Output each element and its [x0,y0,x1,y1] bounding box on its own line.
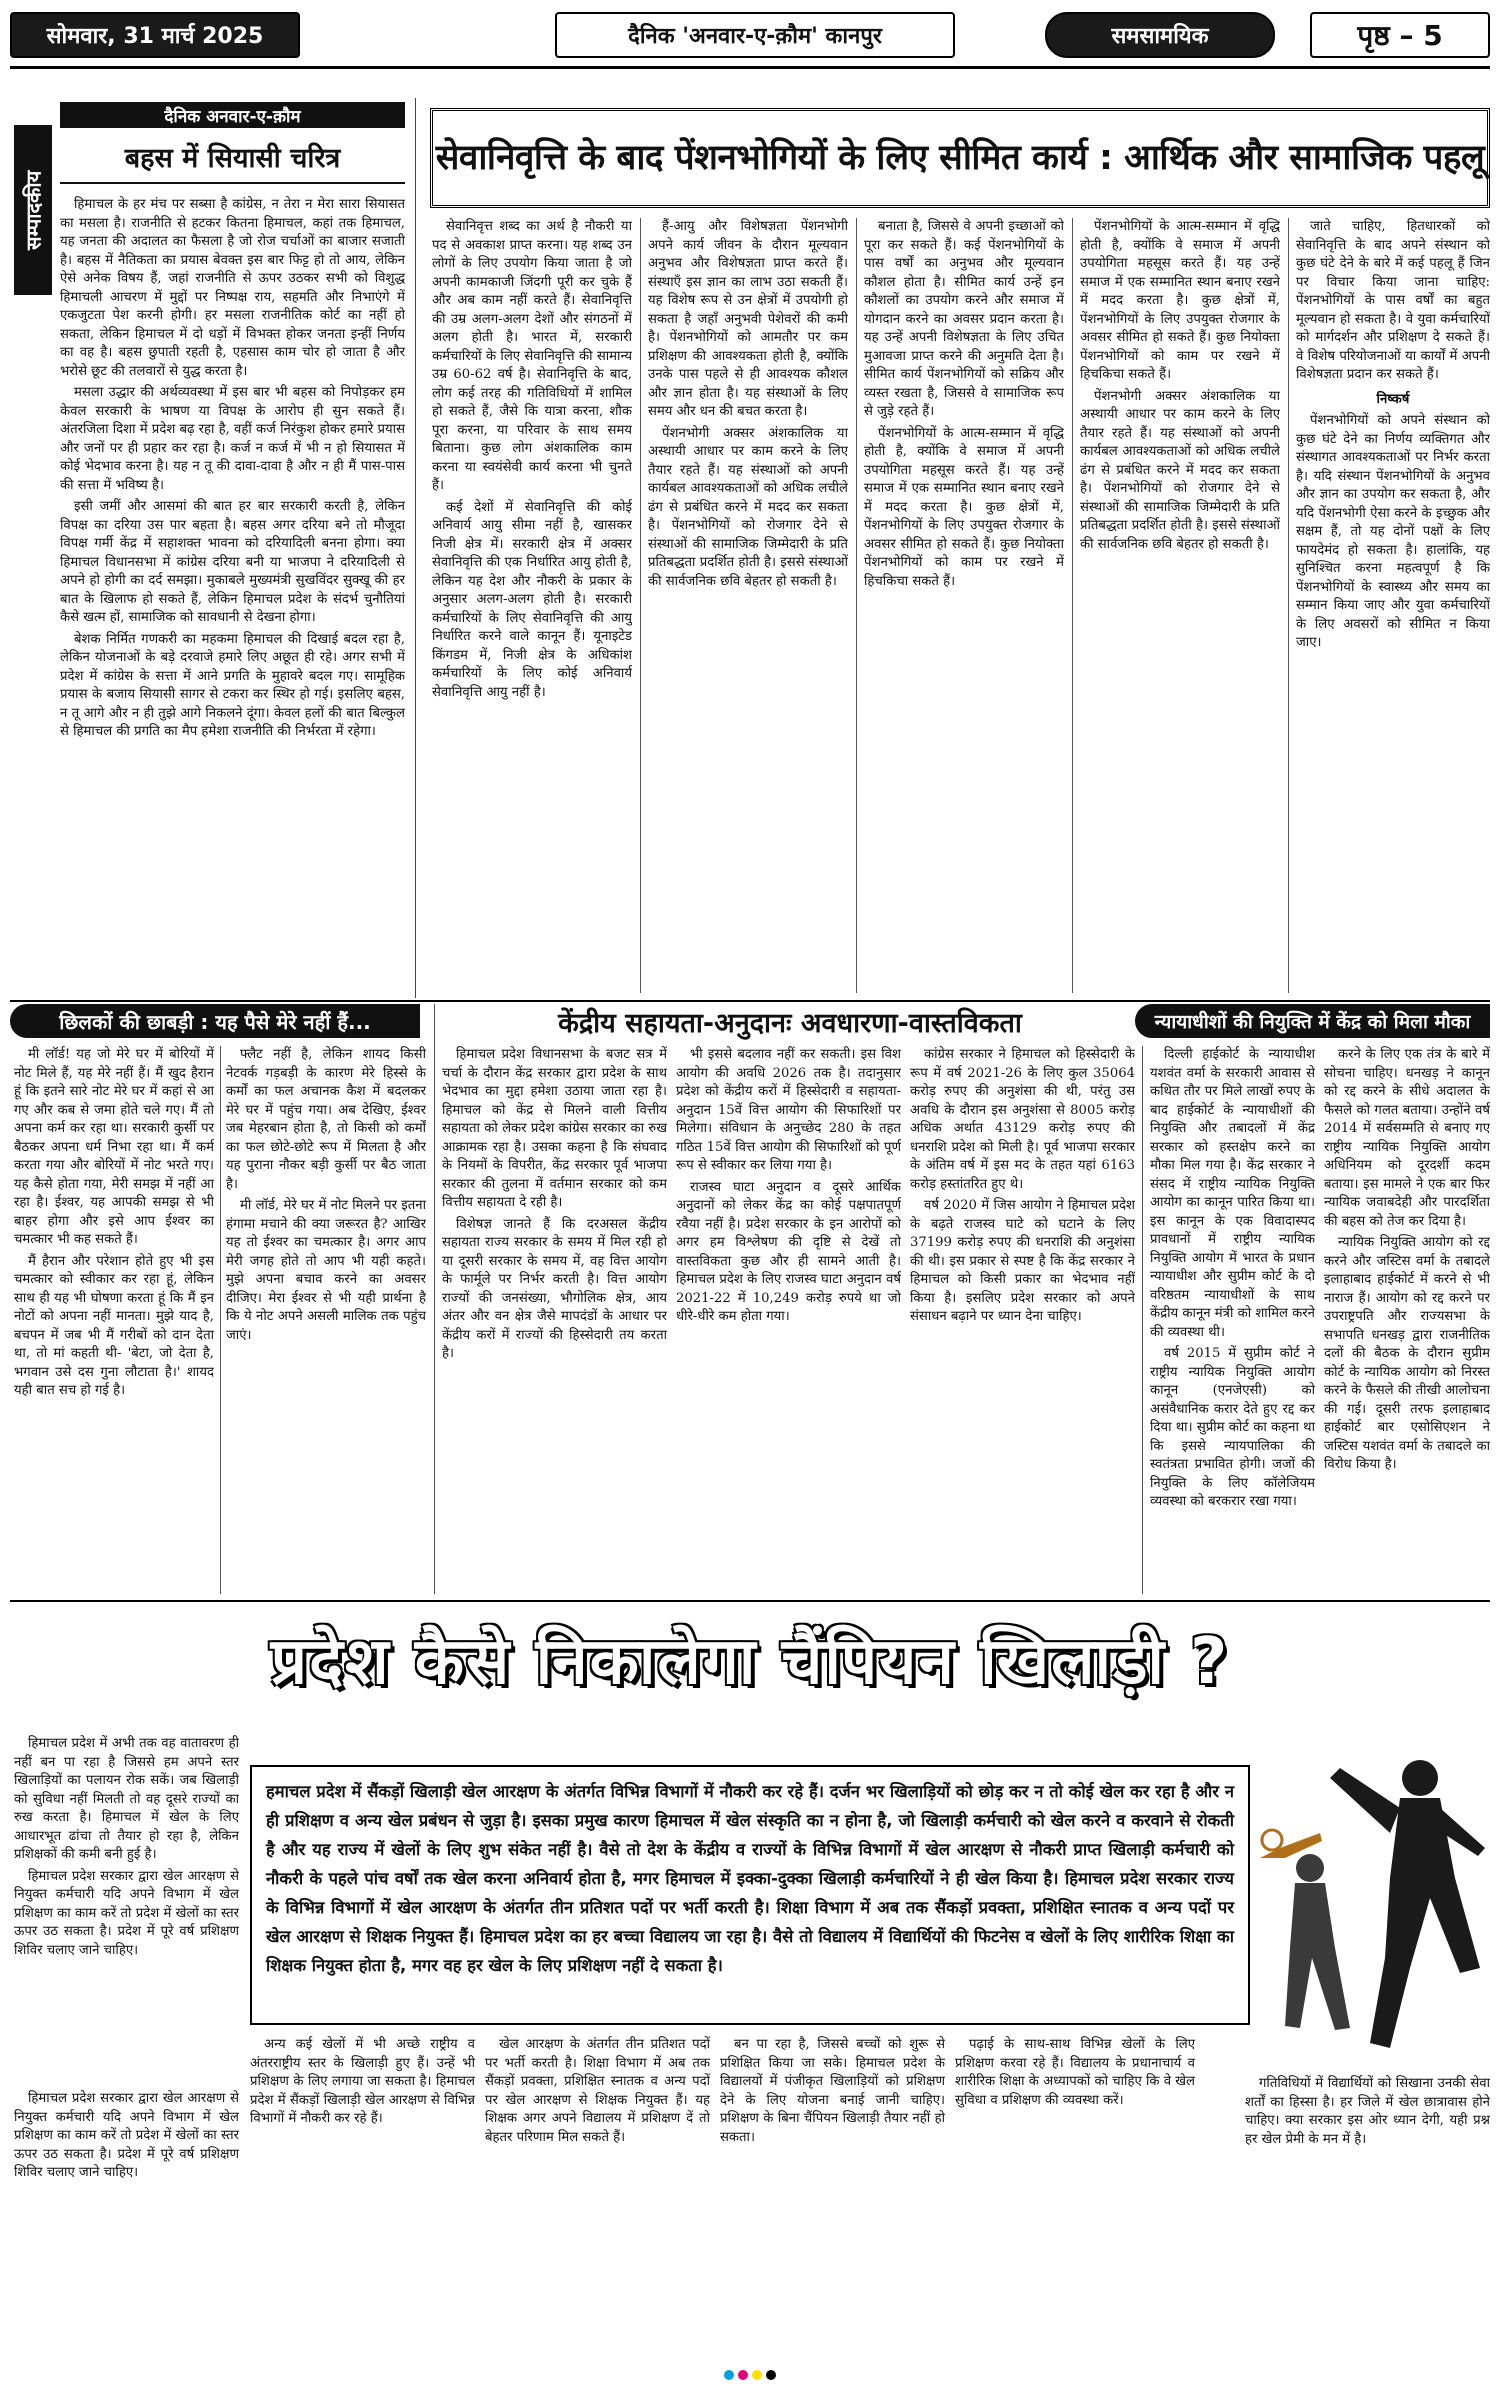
lead-paragraph: हैं-आयु और विशेषज्ञता पेंशनभोगी अपने कार्य जीवन के दौरान मूल्यवान अनुभव और विशेषज्ञता प्राप्त करते हैं। संस्थाएँ इस ज्ञान का लाभ उठा सकती हैं। यह विशेष रूप से उन क्षेत्रों में उपयोगी हो सकता है जहाँ अनुभवी पेशेवरों की कमी है। पेंशनभोगियों को आमतौर पर कम प्रशिक्षण की आवश्यकता होती है, क्योंकि उनके पास पहले से ही आवश्यक कौशल और ज्ञान होता है। यह संस्थाओं के लिए समय और धन की बचत करता है। [648,219,848,419]
judge-column-1 [1150,1046,1315,1594]
column-rule [640,218,641,993]
lead-paragraph: पेंशनभोगियों के आत्म-सम्मान में वृद्धि होती है, क्योंकि वे समाज में अपनी उपयोगिता महसूस करते हैं। यह उन्हें समाज में एक सम्मानित स्थान बनाए रखने में मदद करता है। कुछ क्षेत्रों में, पेंशनभोगियों के लिए उपयुक्त रोजगार के अवसर सीमित हो सकते हैं। कुछ नियोक्ता पेंशनभोगियों को काम पर रखने में हिचकिचा सकते हैं। [1080,219,1280,382]
judge-paragraph: वर्ष 2015 में सुप्रीम कोर्ट ने राष्ट्रीय न्यायिक नियुक्ति आयोग कानून (एनजेएसी) को असंवैधानिक करार देते हुए रद्द कर दिया था। सुप्रीम कोर्ट का कहना था कि इससे न्यायपालिका की स्वतंत्रता प्रभावित होगी। जजों की नियुक्ति के लिए कॉलेजियम व्यवस्था को बरकरार रखा गया। [1150,1346,1315,1509]
grant-paragraph: वर्ष 2020 में जिस आयोग ने हिमाचल प्रदेश के बढ़ते राजस्व घाटे को घटाने के लिए 37199 करोड़ रुपए की धनराशि की अनुशंसा की थी। इस प्रकार से स्पष्ट है कि केंद्र सरकार ने हिमाचल को किसी प्रकार का भेदभाव नहीं किया है। इसलिए प्रदेश सरकार को अपने संसाधन बढ़ाने पर ध्यान देना चाहिए। [910,1198,1135,1324]
satire-kicker: छिलकों की छाबड़ी : यह पैसे मेरे नहीं हैं... [10,1004,420,1038]
judge-column-2 [1324,1046,1490,1594]
header-rule [10,66,1490,69]
page-number: पृष्ठ – 5 [1310,12,1490,58]
sports-intro-column [14,1735,239,2080]
paper-name: दैनिक 'अनवार-ए-क़ौम' कानपुर [555,12,955,58]
grant-column-3 [910,1046,1135,1594]
lead-paragraph: बनाता है, जिससे वे अपनी इच्छाओं को पूरा कर सकते हैं। कई पेंशनभोगियों के पास वर्षों का अनुभव और मूल्यवान कौशल होता है। सीमित कार्य उन्हें इन कौशलों का उपयोग करने और समाज में योगदान करने का अवसर प्रदान करता है। यह उन्हें अपनी विशेषज्ञता के लिए उचित मुआवजा प्राप्त करने की अनुमति देता है। सीमित कार्य पेंशनभोगियों को सक्रिय और व्यस्त रखता है, जिससे वे सामाजिक रूप से जुड़े रहते हैं। [864,219,1064,419]
lead-column-5 [1296,218,1490,993]
grant-paragraph: कांग्रेस सरकार ने हिमाचल को हिस्सेदारी के रूप में वर्ष 2021-26 के लिए कुल 35064 करोड़ रुपए की अनुशंसा की थी, परंतु उस अवधि के दौरान इस अनुशंसा से 8005 करोड़ अधिक अर्थात 43129 करोड़ रुपए की धनराशि प्रदेश को मिली है। पूर्व भाजपा सरकार के अंतिम वर्ष में इस मद के तहत यहां 6163 करोड़ हस्तांतरित हुए थे। [910,1047,1135,1192]
yellow-dot [752,2370,762,2380]
lead-column-4 [1080,218,1280,993]
lead-column-3 [864,218,1064,993]
sports-column-5 [955,2036,1195,2362]
satire-paragraph: मी लॉर्ड, मेरे घर में नोट मिलने पर इतना हंगामा मचाने की क्या जरूरत है? आखिर यह तो ईश्वर का चमत्कार है। अगर आप मेरी जगह होते तो आप भी यही कहते। मुझे अपना बचाव करने का अवसर दीजिए। मेरा ईश्वर से भी यही प्रार्थना है कि ये नोट अपने असली मालिक तक पहुंच जाएं। [226,1198,426,1343]
lead-column-1 [432,218,632,993]
editorial-paragraph: मसला उद्धार की अर्थव्यवस्था में इस बार भी बहस को निपोड़कर हम केवल सरकारी के भाषण या विपक्ष के आरोप ही सुन सकते हैं। अंतरजिला दिशा में प्रदेश बढ़ रहा है, वहीं कर्ज निरंकुश होकर हमारे प्रयास और जनों पर ही प्रहार कर रहा है। कर्ज न कर्ज में भी न हो सियासत में कोई भेदभाव करना है। यह न तू की दावा-दावा है और न ही मैं पास-पास की सत्ता में भविष्य है। [60,385,405,493]
sports-paragraph: हिमाचल प्रदेश में अभी तक वह वातावरण ही नहीं बन पा रहा है जिससे हम अपने स्तर खिलाड़ियों का पलायन रोक सकें। जब खिलाड़ी को सुविधा नहीं मिलती तो वह दूसरे राज्यों का रुख करता है। हिमाचल में खेल के लिए आधारभूत ढांचा तो तैयार हो रहा है, लेकिन प्रशिक्षकों की कमी बनी हुई है। [14,1736,239,1862]
column-rule [856,218,857,993]
grant-column-1 [442,1046,667,1594]
lead-paragraph: सेवानिवृत्त शब्द का अर्थ है नौकरी या पद से अवकाश प्राप्त करना। यह शब्द उन लोगों के लिए उपयोग किया जाता है जो अपनी कामकाजी जिंदगी पूरी कर चुके हैं और अब काम नहीं करते हैं। सेवानिवृत्ति की उम्र अलग-अलग देशों और संगठनों में अलग होती है। भारत में, सरकारी कर्मचारियों के लिए सेवानिवृत्ति की सामान्य उम्र 60-62 वर्ष है। सेवानिवृत्ति के बाद, लोग कई तरह की गतिविधियों में शामिल हो सकते हैं, जैसे कि यात्रा करना, शौक पूरा करना, या परिवार के साथ समय बिताना। कुछ लोग अंशकालिक काम करना या स्वयंसेवी कार्य करना भी चुनते हैं। [432,219,632,493]
editorial-paragraph: बेशक निर्मित गणकरी का महकमा हिमाचल की दिखाई बदल रहा है, लेकिन योजनाओं के बड़े दरवाजे हमारे लिए अछूत ही रहे। अगर सभी में प्रदेश में कांग्रेस के सत्ता में आने प्रगति के मुहावरे बदल गए। सामूहिक प्रयास के बजाय सियासी सागर से टकरा कर स्थिर हो गई। इसलिए बहस, न तू आगे और न ही तुझे आगे निकलने दूंगा। केवल हलों की बात बिल्कुल से हिमाचल की प्रगति का मैप हमेशा राजनीति की निर्भरता में रहेगा। [60,631,405,739]
editorial-paragraph: हिमाचल के हर मंच पर सब्सा है कांग्रेस, न तेरा न मेरा सारा सियासत का मसला है। राजनीति से हटकर कितना हिमाचल, कहां तक हिमाचल, यह जनता की अदालत का फैसला है जो रोज चर्चाओं का बाजार सजाती है। बहस में नैतिकता का प्रयास बेवक्त इस बार फिट्ट हो तो आय, लेकिन ऐसे अनेक विषय हैं, जहां राजनीति से ऊपर उठकर सभी को विशुद्ध हिमाचली आचरण में मुद्दों पर निष्पक्ष राय, सहमति और निभाएंगे में एकजुटता पेश करनी होगी। हर मसला राजनीतिक कोर्ट का नहीं हो सकता, लेकिन हिमाचल में दो धड़ों में विभक्त होकर जनता इन्हीं निर्णय का वह है। बहस छुपाती रहती है, एहसास काम चोर हो जाता है और भरोसे छूट की तलवारों से युद्ध करता है। [60,197,405,379]
editorial-paragraph: इसी जमीं और आसमां की बात हर बार सरकारी करती है, लेकिन विपक्ष का दरिया उस पार बहता है। बहस अगर दरिया बने तो मौजूदा विपक्ष गर्मी केंद्र में सहाशक्त भावना को दरियादिली बनना होगा। क्या हिमाचल विधानसभा में कांग्रेस दरिया बनी या भाजपा ने दरियादिली से अपने हो होगी का दर्द समझा। मुकाबले मुख्यमंत्री सुखविंदर सुक्खू की हर बात के खिलाफ हो सकते हैं, लेकिन हिमाचल प्रदेश के संदर्भ चुनौतियां कैसे खत्म हों, सामाजिक को सावधानी से देखना होगा। [60,499,405,625]
column-rule [434,1004,435,1594]
magenta-dot [738,2370,748,2380]
lead-paragraph: पेंशनभोगियों के आत्म-सम्मान में वृद्धि होती है, क्योंकि वे समाज में अपनी उपयोगिता महसूस करते हैं। यह उन्हें समाज में एक सम्मानित स्थान बनाए रखने में मदद करता है। कुछ क्षेत्रों में, पेंशनभोगियों के लिए उपयुक्त रोजगार के अवसर सीमित हो सकते हैं। कुछ नियोक्ता पेंशनभोगियों को काम पर रखने में हिचकिचा सकते हैं। [864,425,1064,589]
sports-paragraph: गतिविधियों में विद्यार्थियों को सिखाना उनकी सेवा शर्तों का हिस्सा है। हर जिले में खेल छात्रावास होने चाहिए। क्या सरकार इस ओर ध्यान देगी, यही प्रश्न हर खेल प्रेमी के मन में है। [1245,2076,1490,2147]
judge-paragraph: दिल्ली हाईकोर्ट के न्यायाधीश यशवंत वर्मा के सरकारी आवास से कथित तौर पर मिले लाखों रुपए के बाद हाईकोर्ट के न्यायाधीशों की नियुक्ति और तबादलों में केंद्र सरकार को हस्तक्षेप करने का मौका मिल गया है। केंद्र सरकार ने संसद में राष्ट्रीय न्यायिक नियुक्ति आयोग का कानून पारित किया था। इस कानून के एक विवादास्पद प्रावधानों में राष्ट्रीय न्यायिक नियुक्ति आयोग में भारत के प्रधान न्यायाधीश और सुप्रीम कोर्ट के दो वरिष्ठतम न्यायाधीशों के साथ केंद्रीय कानून मंत्री को शामिल करने की व्यवस्था थी। [1150,1047,1315,1340]
sports-paragraph: पढ़ाई के साथ-साथ विभिन्न खेलों के लिए प्रशिक्षण करवा रहे हैं। विद्यालय के प्रधानाचार्य व शारीरिक शिक्षा के अध्यापकों को चाहिए कि वे खेल सुविधा व प्रशिक्षण की व्यवस्था करें। [955,2037,1195,2108]
sports-column-3 [485,2036,710,2362]
editorial-body [60,196,405,996]
sports-column-6 [1245,2075,1490,2362]
satire-paragraph: मैं हैरान और परेशान होते हुए भी इस चमत्कार को स्वीकार कर रहा हूं, लेकिन साथ ही यह भी घोषणा करता हूं कि मैं इन नोटों को अपना नहीं मानता। मुझे याद है, बचपन में जब भी मैं गरीबों को दान देता था, तो मां कहती थी- 'बेटा, जो देता है, भगवान उसे दस गुना लौटाता है।' शायद यही बात सच हो गई है। [14,1253,214,1398]
satire-paragraph: फ्लैट नहीं है, लेकिन शायद किसी नेटवर्क गड़बड़ी के कारण मेरे हिस्से के कर्मों का फल अचानक कैश में बदलकर मेरे घर में पहुंच गया। अब देखिए, ईश्वर जब मेहरबान होता है, तो किसी को कर्मों का फल छोटे-छोटे रूप में मिलता है और यह पुराना नौकर बड़ी कुर्सी पर बैठ जाता है। [226,1047,426,1192]
lead-paragraph: जाते चाहिए, हितधारकों को सेवानिवृत्ति के बाद अपने संस्थान को कुछ घंटे देने के बारे में कई पहलू हैं जिन पर विचार किया जाना चाहिए: पेंशनभोगियों के पास वर्षों का बहुत मूल्यवान हो सकता है। वे युवा कर्मचारियों को मार्गदर्शन और प्रशिक्षण दे सकते हैं। वे विशेष परियोजनाओं या कार्यों में अपनी विशेषज्ञता प्रदान कर सकते हैं। [1296,219,1490,382]
section-name: समसामयिक [1045,12,1275,58]
grant-column-2 [676,1046,901,1594]
athlete-silhouettes-illustration [1250,1738,1490,2068]
sports-paragraph: बन पा रहा है, जिससे बच्चों को शुरू से प्रशिक्षित किया जा सके। हिमाचल प्रदेश के विद्यालयों में पंजीकृत खिलाड़ियों को प्रशिक्षण देने के लिए योजना बनाई जानी चाहिए। प्रशिक्षण के बिना चैंपियन खिलाड़ी तैयार नहीं हो सकता। [720,2037,945,2145]
judge-paragraph: न्यायिक नियुक्ति आयोग को रद्द करने और जस्टिस वर्मा के तबादले इलाहाबाद हाईकोर्ट में करने से भी नाराज हैं। आयोग को रद्द करने पर उपराष्ट्रपति और राज्यसभा के सभापति धनखड़ द्वारा राजनीतिक दलों की बैठक के दौरान सुप्रीम कोर्ट के न्यायिक आयोग को निरस्त करने के फैसले की तीखी आलोचना की गई। दूसरी तरफ इलाहाबाद हाईकोर्ट बार एसोसिएशन ने जस्टिस यशवंत वर्मा के तबादले का विरोध किया है। [1324,1235,1490,1472]
editorial-title: बहस में सियासी चरित्र [60,136,405,184]
lead-paragraph: पेंशनभोगी अक्सर अंशकालिक या अस्थायी आधार पर काम करने के लिए तैयार रहते हैं। यह संस्थाओं को अपनी कार्यबल आवश्यकताओं को अधिक लचीले ढंग से प्रबंधित करने में मदद कर सकता है। पेंशनभोगियों को रोजगार देने से संस्थाओं की सामाजिक जिम्मेदारी के प्रति प्रतिबद्धता प्रदर्शित होती है। इससे संस्थाओं की सार्वजनिक छवि बेहतर हो सकती है। [648,425,848,589]
grant-paragraph: भी इससे बदलाव नहीं कर सकती। इस विश आयोग की अवधि 2026 तक है। तदानुसार प्रदेश को केंद्रीय करों में हिस्सेदारी व सहायता-अनुदान 15वें वित्त आयोग की सिफारिशों पर मिलेगा। संविधान के अनुच्छेद 280 के तहत गठित 15वें वित्त आयोग की सिफारिशों को पूर्ण रूप से स्वीकार कर लिया गया है। [676,1047,901,1173]
column-rule [1072,218,1073,993]
issue-date: सोमवार, 31 मार्च 2025 [10,12,300,58]
masthead [10,12,1490,62]
sports-paragraph: खेल आरक्षण के अंतर्गत तीन प्रतिशत पदों पर भर्ती करती है। शिक्षा विभाग में अब तक सैंकड़ों प्रवक्ता, प्रशिक्षित स्नातक व अन्य पदों पर खेल आरक्षण से शिक्षक नियुक्त हैं। यह शिक्षक अगर अपने विद्यालय में प्रशिक्षण दें तो बेहतर परिणाम मिल सकते हैं। [485,2037,710,2145]
lead-column-2 [648,218,848,993]
grant-kicker: केंद्रीय सहायता-अनुदानः अवधारणा-वास्तविकता [558,1007,1022,1039]
grant-paragraph: विशेषज्ञ जानते हैं कि दरअसल केंद्रीय सहायता राज्य सरकार के समय में मिल रही हो या दूसरी सरकार के समय में, वह वित्त आयोग के फार्मूले पर निर्भर करती है। वित्त आयोग राज्यों की जनसंख्या, भौगोलिक क्षेत्र, आय अंतर और वन क्षेत्र जैसे मापदंडों के आधार पर केंद्रीय करों में राज्यों की हिस्सेदारी तय करता है। [442,1216,667,1361]
section-rule [10,1600,1490,1602]
sports-paragraph: हिमाचल प्रदेश सरकार द्वारा खेल आरक्षण से नियुक्त कर्मचारी यदि अपने विभाग में खेल प्रशिक्षण का काम करें तो प्रदेश में खेलों का स्तर ऊपर उठ सकता है। प्रदेश में पूरे वर्ष प्रशिक्षण शिविर चलाए जाने चाहिए। [14,1868,239,1958]
conclusion-heading: निष्कर्ष [1376,391,1410,407]
sports-paragraph: अन्य कई खेलों में भी अच्छे राष्ट्रीय व अंतरराष्ट्रीय स्तर के खिलाड़ी हुए हैं। उन्हें भी प्रशिक्षण के लिए लगाया जा सकता है। हिमाचल प्रदेश में सैंकड़ों खिलाड़ी खेल आरक्षण से विभिन्न विभागों में नौकरी कर रहे हैं। [250,2037,475,2126]
satire-column-2 [226,1046,426,1594]
editorial-vertical-label: सम्पादकीय [14,125,52,295]
satire-paragraph: मी लॉर्ड! यह जो मेरे घर में बोरियों में नोट मिले हैं, यह मेरे नहीं हैं। मैं खुद हैरान हूं कि इतने सारे नोट मेरे घर में कहां से आ गए और कब से जमा होते चले गए। मैं तो अपना कर्म कर रहा था। सरकारी कुर्सी पर बैठकर अपना धर्म निभा रहा था। मैं कर्म करता गया और बोरियों में नोट भरते गए। यह कैसे होता गया, मेरी समझ में नहीं आ रहा है। ईश्वर, यह आपकी समझ से भी बाहर होगा और इसे आप ईश्वर का चमत्कार भी कह सकते हैं। [14,1047,214,1247]
column-rule [1288,218,1289,993]
judge-paragraph: करने के लिए एक तंत्र के बारे में सोचना चाहिए। धनखड़ ने कानून को रद्द करने के सीधे अदालत के फैसले को गलत बताया। उन्होंने वर्ष 2014 में सर्वसम्मति से बनाए गए राष्ट्रीय न्यायिक नियुक्ति आयोग अधिनियम को दूरदर्शी कदम बताया। इस मामले ने एक बार फिर न्यायिक जवाबदेही और पारदर्शिता की बहस को तेज कर दिया है। [1324,1047,1490,1229]
sports-paragraph: हिमाचल प्रदेश सरकार द्वारा खेल आरक्षण से नियुक्त कर्मचारी यदि अपने विभाग में खेल प्रशिक्षण का काम करें तो प्रदेश में खेलों का स्तर ऊपर उठ सकता है। प्रदेश में पूरे वर्ष प्रशिक्षण शिविर चलाए जाने चाहिए। [14,2091,239,2180]
editorial-kicker: दैनिक अनवार-ए-क़ौम [60,102,405,128]
sports-column-2 [250,2036,475,2362]
sports-column-1 [14,2090,239,2362]
cyan-dot [724,2370,734,2380]
black-dot [766,2370,776,2380]
lead-headline: सेवानिवृत्ति के बाद पेंशनभोगियों के लिए सीमित कार्य : आर्थिक और सामाजिक पहलू [430,108,1490,208]
grant-paragraph: हिमाचल प्रदेश विधानसभा के बजट सत्र में चर्चा के दौरान केंद्र सरकार द्वारा प्रदेश के साथ भेदभाव का मुद्दा हमेशा उठाया जाता रहा है। हिमाचल को केंद्र से मिलने वाली वित्तीय सहायता को लेकर प्रदेश कांग्रेस सरकार का रुख आक्रामक रहा है। उसका कहना है कि संघवाद के नियमों के विपरीत, केंद्र सरकार पूर्व भाजपा सरकार की तुलना में वर्तमान सरकार को कम वित्तीय सहायता दे रही है। [442,1047,667,1210]
lead-paragraph: कई देशों में सेवानिवृत्ति की कोई अनिवार्य आयु सीमा नहीं है, खासकर निजी क्षेत्र में। सरकारी क्षेत्र में अक्सर सेवानिवृत्ति की एक निर्धारित आयु होती है, लेकिन यह देश और नौकरी के प्रकार के अनुसार अलग-अलग होती है। सरकारी कर्मचारियों के लिए सेवानिवृत्ति की आयु निर्धारित करने वाले कानून हैं। यूनाइटेड किंगडम में, निजी क्षेत्र के अधिकांश कर्मचारियों के लिए कोई अनिवार्य सेवानिवृत्ति आयु नहीं है। [432,499,632,700]
judge-kicker: न्यायाधीशों की नियुक्ति में केंद्र को मिला मौका [1135,1004,1490,1038]
lead-paragraph: पेंशनभोगियों को अपने संस्थान को कुछ घंटे देने का निर्णय व्यक्तिगत और संस्थागत आवश्यकताओं पर निर्भर करता है। यदि संस्थान पेंशनभोगियों के अनुभव और ज्ञान का उपयोग कर सकता है, और यदि पेंशनभोगी ऐसा करने के इच्छुक और सक्षम हैं, तो यह दोनों पक्षों के लिए फायदेमंद हो सकता है। हालांकि, यह सुनिश्चित करना महत्वपूर्ण है कि पेंशनभोगियों के स्वास्थ्य और समय का सम्मान किया जाए और युवा कर्मचारियों के लिए अवसरों को सीमित न किया जाए। [1296,413,1490,650]
column-rule [220,1046,221,1594]
column-rule [1142,1046,1143,1594]
sports-column-4 [720,2036,945,2362]
sports-headline: प्रदेश कैसे निकालेगा चैंपियन खिलाड़ी ? [270,1625,1230,1699]
satire-column-1 [14,1046,214,1594]
lead-paragraph: पेंशनभोगी अक्सर अंशकालिक या अस्थायी आधार पर काम करने के लिए तैयार रहते हैं। यह संस्थाओं को अपनी कार्यबल आवश्यकताओं को अधिक लचीले ढंग से प्रबंधित करने में मदद कर सकता है। पेंशनभोगियों को रोजगार देने से संस्थाओं की सामाजिक जिम्मेदारी के प्रति प्रतिबद्धता प्रदर्शित होती है। इससे संस्थाओं की सार्वजनिक छवि बेहतर हो सकती है। [1080,388,1280,552]
grant-paragraph: राजस्व घाटा अनुदान व दूसरे आर्थिक अनुदानों को लेकर केंद्र का कोई पक्षपातपूर्ण रवैया नहीं है। प्रदेश सरकार के इन आरोपों को अगर हम विश्लेषण की दृष्टि से देखें तो वास्तविकता कुछ और ही सामने आती है। हिमाचल प्रदेश के लिए राजस्व घाटा अनुदान वर्ष 2021-22 में 10,249 करोड़ रुपये था जो धीरे-धीरे कम होता गया। [676,1179,901,1324]
sports-standfirst: हमाचल प्रदेश में सैंकड़ों खिलाड़ी खेल आरक्षण के अंतर्गत विभिन्न विभागों में नौकरी कर रहे हैं। दर्जन भर खिलाड़ियों को छोड़ कर न तो कोई खेल कर रहा है और न ही प्रशिक्षण व अन्य खेल प्रबंधन से जुड़ा है। इसका प्रमुख कारण हिमाचल में खेल संस्कृति का न होना है, जो खिलाड़ी कर्मचारी को खेल करने व करवाने से रोकती है और यह राज्य में खेलों के लिए शुभ संकेत नहीं है। वैसे तो देश के केंद्रीय व राज्यों के विभिन्न विभागों में खेल आरक्षण से नौकरी प्राप्त खिलाड़ी कर्मचारी को नौकरी के पहले पांच वर्षों तक खेल करना अनिवार्य होता है, मगर हिमाचल में इक्का-दुक्का खिलाड़ी कर्मचारियों ने ही खेल किया है। हिमाचल प्रदेश सरकार राज्य के विभिन्न विभागों में खेल आरक्षण के अंतर्गत तीन प्रतिशत पदों पर भर्ती करती है। शिक्षा विभाग में अब तक सैंकड़ों प्रवक्ता, प्रशिक्षित स्नातक व अन्य पदों पर खेल आरक्षण से शिक्षक नियुक्त हैं। हिमाचल प्रदेश का हर बच्चा विद्यालय जा रहा है। वैसे तो विद्यालय में विद्यार्थियों की फिटनेस व खेलों के लिए शारीरिक शिक्षा का शिक्षक नियुक्त होता है, मगर वह हर खेल के लिए प्रशिक्षण नहीं दे सकता है। [250,1765,1250,2025]
print-registration-marks [0,2366,1500,2384]
